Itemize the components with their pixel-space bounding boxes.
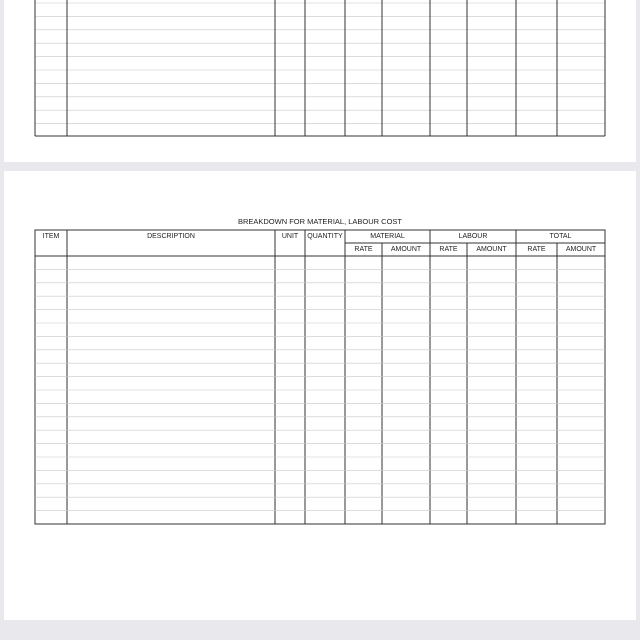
previous-page-grid [4,0,636,162]
table-frame [35,230,605,524]
header-labour-rate: RATE [439,246,458,253]
header-total-amount: AMOUNT [565,246,597,253]
header-total-rate: RATE [527,246,546,253]
current-page [4,171,636,620]
form-title: BREAKDOWN FOR MATERIAL, LABOUR COST [237,217,403,226]
header-material-amount: AMOUNT [390,246,422,253]
header-material: MATERIAL [370,233,405,240]
header-description: DESCRIPTION [147,233,195,240]
header-unit: UNIT [281,233,299,240]
header-quantity: QUANTITY [307,233,343,240]
header-total: TOTAL [549,233,572,240]
header-labour-amount: AMOUNT [476,246,507,253]
header-item: ITEM [42,233,60,240]
header-labour: LABOUR [458,233,488,240]
previous-page [4,0,636,162]
header-material-rate: RATE [354,246,373,253]
